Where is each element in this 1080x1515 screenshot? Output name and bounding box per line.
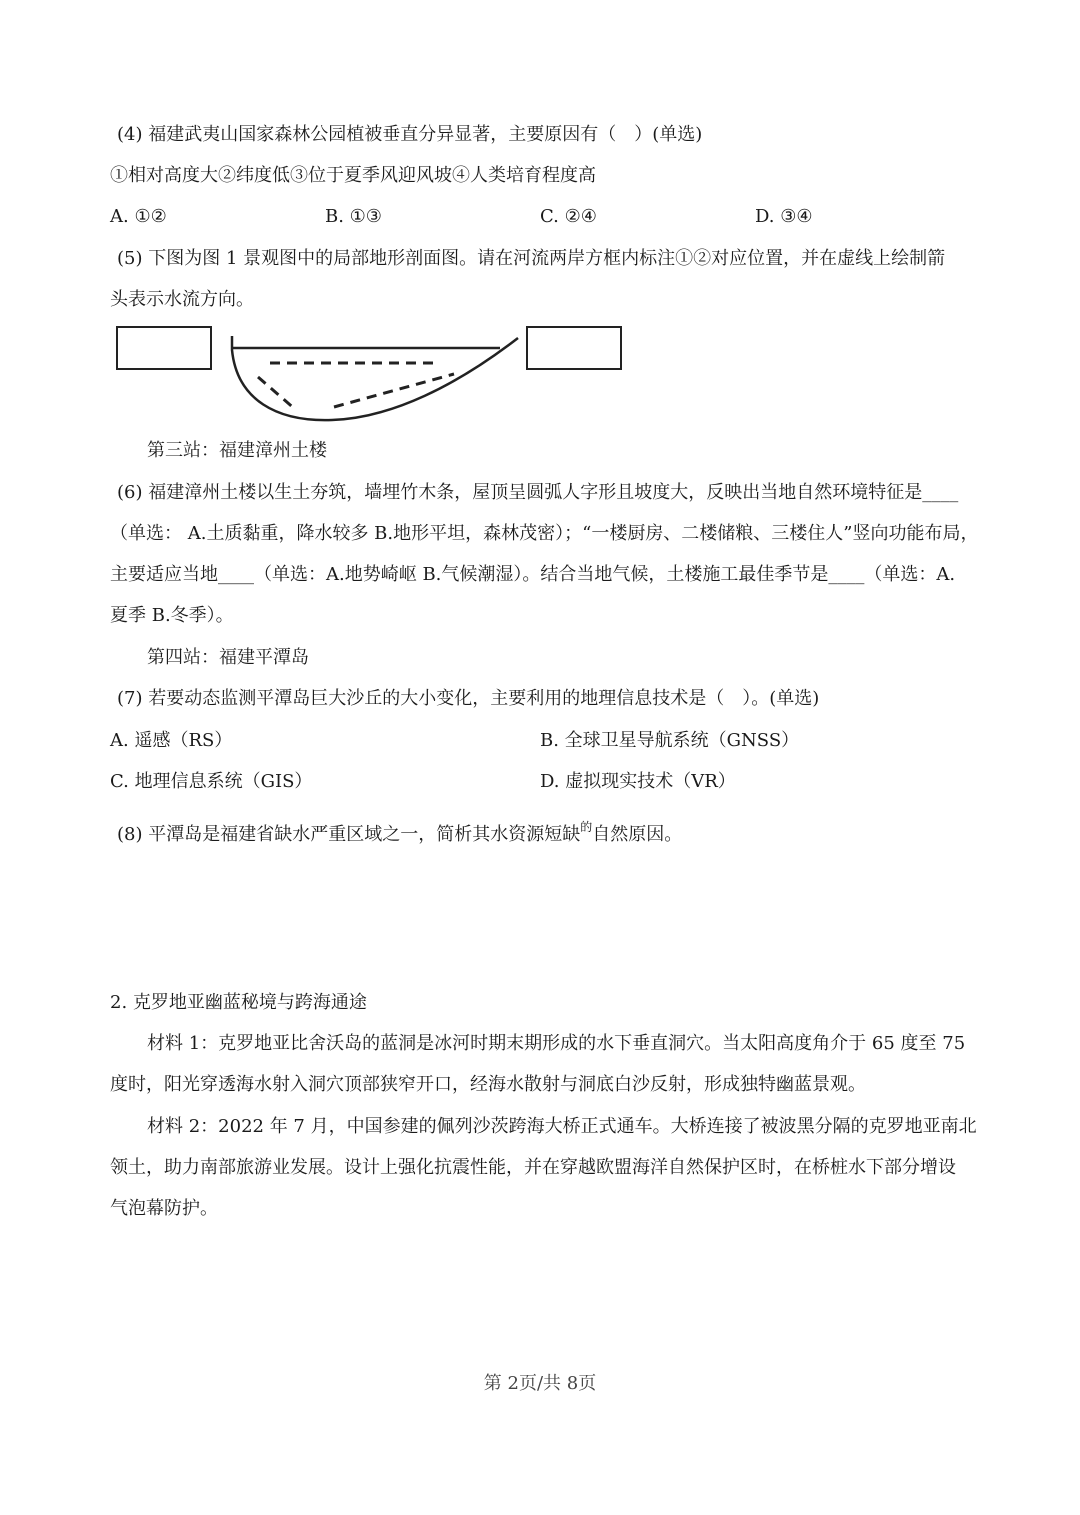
q4-option-c: C. ②④ [540, 206, 597, 227]
station3-heading: 第三站：福建漳州土楼 [147, 440, 327, 461]
right-bank-answer-box [526, 326, 622, 370]
q4-items: ①相对高度大②纬度低③位于夏季风迎风坡④人类培育程度高 [110, 165, 596, 186]
q4-option-d: D. ③④ [755, 206, 813, 227]
page-number-footer: 第 2页/共 8页 [483, 1373, 597, 1394]
q7-option-c: C. 地理信息系统（GIS） [110, 771, 313, 792]
q7-option-d: D. 虚拟现实技术（VR） [540, 771, 736, 792]
q8-stem [117, 822, 682, 849]
material1-line1: 材料 1：克罗地亚比舍沃岛的蓝洞是冰河时期末期形成的水下垂直洞穴。当太阳高度角介于 65 度至 75 [147, 1033, 966, 1054]
river-cross-section-diagram [222, 330, 522, 430]
material2-line3: 气泡幕防护。 [110, 1198, 218, 1219]
q4-stem: (4) 福建武夷山国家森林公园植被垂直分异显著，主要原因有（ ）(单选) [117, 124, 703, 145]
q5-line1: (5) 下图为图 1 景观图中的局部地形剖面图。请在河流两岸方框内标注①②对应位置，并在虚线上绘制箭 [117, 248, 946, 269]
q5-line2: 头表示水流方向。 [110, 289, 254, 310]
q8-text-after: 自然原因。 [592, 824, 683, 845]
q7-stem: (7) 若要动态监测平潭岛巨大沙丘的大小变化，主要利用的地理信息技术是（ ）。(单选) [117, 688, 820, 709]
q8-superscript: 的 [580, 820, 593, 834]
material1-line2: 度时，阳光穿透海水射入洞穴顶部狭窄开口，经海水散射与洞底白沙反射，形成独特幽蓝景观。 [110, 1074, 866, 1095]
q4-option-a: A. ①② [110, 206, 167, 227]
q4-option-b: B. ①③ [325, 206, 382, 227]
material2-line2: 领土，助力南部旅游业发展。设计上强化抗震性能，并在穿越欧盟海洋自然保护区时，在桥桩水下部分增设 [110, 1157, 956, 1178]
section2-title: 2. 克罗地亚幽蓝秘境与跨海通途 [110, 992, 367, 1013]
q6-line4: 夏季 B.冬季）。 [110, 605, 234, 626]
left-bank-answer-box [116, 326, 212, 370]
station4-heading: 第四站：福建平潭岛 [147, 647, 309, 668]
q6-line3: 主要适应当地____（单选：A.地势崎岖 B.气候潮湿）。结合当地气候，土楼施工最佳季节是____（单选：A. [110, 564, 956, 585]
material2-line1: 材料 2：2022 年 7 月，中国参建的佩列沙茨跨海大桥正式通车。大桥连接了被波黑分隔的克罗地亚南北 [147, 1116, 977, 1137]
q7-option-b: B. 全球卫星导航系统（GNSS） [540, 730, 800, 751]
q8-text-before: (8) 平潭岛是福建省缺水严重区域之一，简析其水资源短缺 [117, 824, 581, 845]
q7-option-a: A. 遥感（RS） [110, 730, 233, 751]
q6-line1: (6) 福建漳州土楼以生土夯筑，墙埋竹木条，屋顶呈圆弧人字形且坡度大，反映出当地自然环境特征是____ [117, 482, 959, 503]
q6-line2: （单选： A.土质黏重，降水较多 B.地形平坦，森林茂密）；“一楼厨房、二楼储粮、三楼住人”竖向功能布局， [110, 523, 979, 544]
